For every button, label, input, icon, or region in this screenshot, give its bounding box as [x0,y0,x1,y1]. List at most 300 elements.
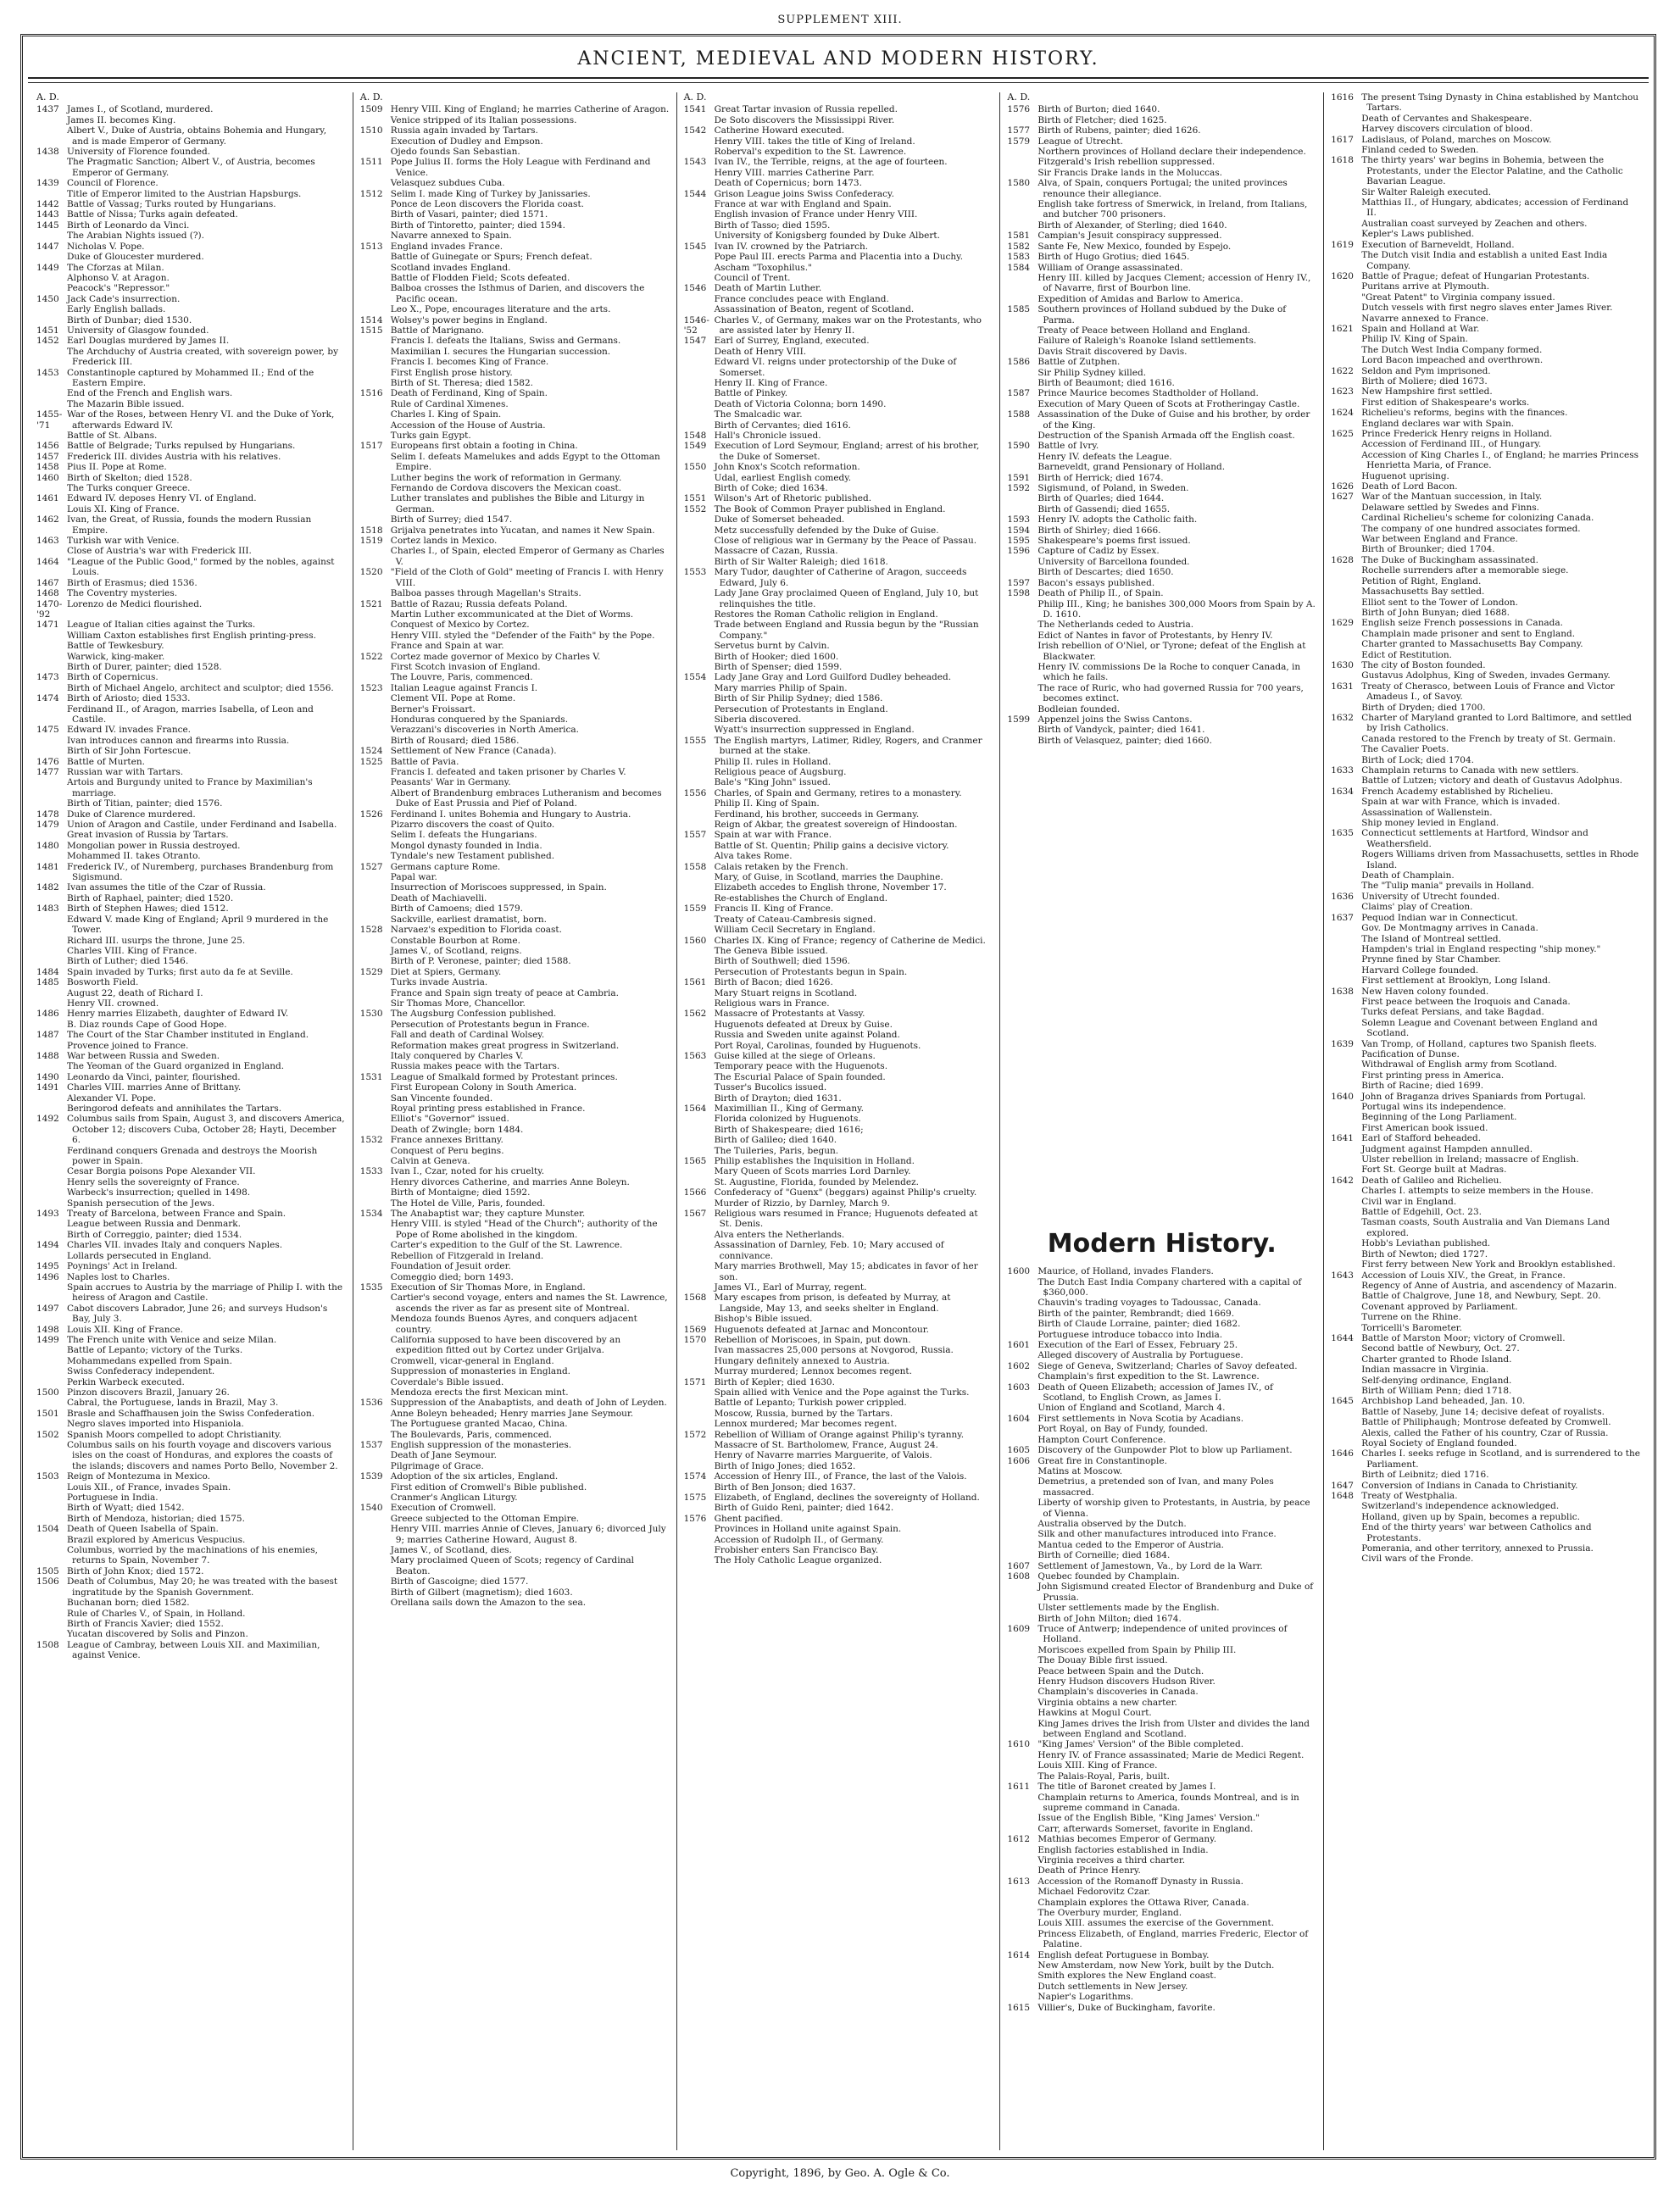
entry-text: Port Royal, on Bay of Fundy, founded. [1037,1424,1209,1435]
history-entry [1331,471,1640,481]
entry-year [36,504,67,514]
entry-year [36,1493,67,1503]
history-entry [360,1514,670,1524]
entry-text: Ship money levied in England. [1361,818,1499,829]
entry-year [1007,452,1037,462]
history-entry [1007,725,1316,735]
history-entry [36,431,346,441]
entry-text: Charles VIII. marries Anne of Brittany. [67,1082,242,1093]
entry-year [1331,629,1361,639]
entry-text: Wyatt's insurrection suppressed in England. [714,725,915,736]
entry-year: 1576 [1007,104,1031,115]
entry-year [360,767,391,777]
history-entry [684,283,993,293]
entry-year [684,1020,715,1030]
entry-text: Bale's "King John" issued. [714,777,832,788]
entry-year [684,263,715,273]
history-entry [1331,1365,1640,1375]
entry-year: 1597 [1007,577,1031,588]
history-entry [36,104,346,114]
entry-text: The Holy Catholic League organized. [714,1555,882,1566]
history-entry [684,1072,993,1082]
history-entry [684,1325,993,1335]
entry-year [360,1187,391,1198]
history-entry [360,283,670,304]
entry-text: University of Barcellona founded. [1037,556,1190,567]
history-entry [684,967,993,977]
entry-year: 1510 [359,125,383,136]
entry-year [360,736,391,746]
entry-year: 1582 [1007,241,1031,252]
history-entry [360,189,670,199]
entry-text: Richard III. usurps the throne, June 25. [67,935,246,946]
history-entry [1331,145,1640,155]
entry-text: Death of Machiavelli. [390,892,487,903]
history-entry [684,704,993,714]
history-entry [1331,1018,1640,1039]
history-entry [1331,555,1640,565]
entry-year [36,347,67,368]
history-entry [1331,419,1640,429]
entry-year [360,1293,391,1314]
history-entry [1007,1424,1316,1434]
entry-year [1331,944,1361,954]
history-entry [360,1366,670,1376]
history-entry [684,882,993,892]
entry-text: Treaty of Cateau-Cambresis signed. [714,914,876,925]
entry-year [684,294,715,304]
history-entry [360,567,670,588]
history-entry [1331,1281,1640,1291]
history-entry [1331,1092,1640,1102]
entry-text: Solemn League and Covenant between England and Scotland. [1361,1017,1598,1039]
entry-year [684,357,715,378]
entry-text: Restores the Roman Catholic religion in England. [714,609,938,620]
history-entry [684,893,993,903]
entry-year: 1640 [1331,1091,1354,1102]
history-entry [684,809,993,820]
history-entry [1331,608,1640,618]
entry-year [360,693,391,703]
entry-year: 1566 [683,1187,707,1198]
entry-year [684,1072,715,1082]
entry-year [1007,1603,1037,1613]
entry-text: Death of Zwingle; born 1484. [390,1124,524,1135]
entry-year [360,872,391,882]
entry-year [684,1061,715,1071]
entry-text: Pomerania, and other territory, annexed to Prussia. [1361,1543,1594,1554]
entry-year [36,1598,67,1608]
history-entry [360,1461,670,1471]
entry-text: Assassination of the Duke of Guise and his brother, by order of the King. [1037,409,1310,431]
entry-text: Champlain explores the Ottawa River, Canada. [1037,1897,1249,1908]
history-entry [360,967,670,977]
entry-year: 1474 [36,693,59,704]
entry-text: Birth of John Milton; died 1674. [1037,1613,1182,1624]
history-entry [684,1514,993,1524]
entry-year: 1461 [36,493,59,504]
entry-text: James II. becomes King. [67,114,176,125]
entry-year [684,209,715,220]
history-entry [36,1261,346,1271]
entry-year [36,641,67,651]
entry-text: Cranmer's Anglican Liturgy. [390,1493,518,1504]
entry-year [1331,197,1361,219]
entry-year [360,988,391,998]
entry-text: Coverdale's Bible issued. [390,1376,504,1387]
entry-text: Birth of Kepler; died 1630. [714,1376,835,1387]
entry-text: Louis XI. King of France. [67,503,180,514]
entry-year: 1620 [1331,270,1354,281]
history-entry [360,903,670,914]
entry-text: Council of Trent. [714,272,791,283]
history-entry [36,1009,346,1019]
entry-text: The thirty years' war begins in Bohemia, between the Protestants, under the Elector Palatine, and the Catholic Bavarian League. [1361,155,1623,187]
history-entry [360,1493,670,1503]
history-entry [36,1609,346,1619]
history-entry [360,431,670,441]
history-entry [1331,124,1640,134]
entry-text: The Palais-Royal, Paris, built. [1037,1771,1170,1782]
entry-text: Birth of Leibnitz; died 1716. [1361,1470,1489,1481]
history-entry [36,178,346,188]
entry-text: Spanish Moors compelled to adopt Christianity. [67,1429,282,1440]
entry-year [684,409,715,420]
entry-year [360,998,391,1009]
entry-year [1331,292,1361,303]
history-entry [1331,386,1640,397]
entry-year [360,1240,391,1250]
entry-text: Pius II. Pope at Rome. [67,462,167,473]
entry-text: Birth of Gilbert (magnetism); died 1603. [390,1587,573,1598]
history-entry [1007,641,1316,662]
history-entry [36,1335,346,1345]
entry-year: 1599 [1007,714,1031,725]
history-entry [36,452,346,462]
entry-year [360,620,391,630]
entry-year: 1608 [1007,1571,1031,1582]
entry-year: 1506 [36,1576,59,1587]
history-entry [1331,1270,1640,1281]
history-entry [360,1051,670,1061]
history-entry [360,925,670,935]
history-entry [1331,1323,1640,1333]
history-entry [1331,629,1640,639]
entry-year [36,1177,67,1187]
history-entry [36,1251,346,1261]
history-entry [1007,252,1316,262]
entry-year [1007,1350,1037,1360]
history-entry [684,977,993,987]
history-entry [36,189,346,199]
entry-year [1007,1614,1037,1624]
entry-text: Selim I. defeats the Hungarians. [390,830,537,841]
entry-text: Massachusetts Bay settled. [1361,587,1485,598]
entry-text: Henry of Navarre marries Marguerite, of Valois. [714,1450,932,1461]
entry-year: 1531 [359,1071,383,1082]
entry-text: Tasman coasts, South Australia and Van Diemans Land explored. [1361,1217,1610,1238]
entry-year [1331,1165,1361,1175]
entry-text: The Island of Montreal settled. [1361,933,1501,944]
entry-text: Destruction of the Spanish Armada off the English coast. [1037,431,1295,441]
entry-year [360,1114,391,1124]
entry-year: 1476 [36,756,59,767]
entry-text: Accession of King Charles I., of England; he marries Princess Henrietta Maria, of France. [1361,449,1639,471]
entry-text: Edward IV. deposes Henry VI. of England. [67,493,257,504]
history-entry [360,1177,670,1187]
entry-text: The Smalcadic war. [714,409,803,420]
history-entry [1007,1719,1316,1740]
history-entry [360,977,670,987]
entry-text: Battle of Nissa; Turks again defeated. [67,209,238,220]
entry-year: 1478 [36,809,59,820]
entry-year: 1445 [36,220,59,231]
entry-year [36,777,67,798]
history-entry [1007,493,1316,503]
entry-text: Fitzgerald's Irish rebellion suppressed. [1037,157,1215,168]
entry-year: 1511 [359,157,383,168]
entry-text: Charter of Maryland granted to Lord Baltimore, and settled by Irish Catholics. [1361,712,1633,734]
entry-year [36,1093,67,1104]
entry-text: Mongol dynasty founded in India. [390,840,542,851]
entry-text: Peacock's "Repressor." [67,283,170,294]
entry-year [360,1377,391,1387]
history-entry [1331,765,1640,776]
entry-year [684,662,715,672]
entry-text: First ferry between New York and Brooklyn established. [1361,1259,1616,1270]
entry-year [684,1409,715,1419]
history-entry [1331,923,1640,933]
entry-year [684,304,715,314]
entry-text: San Vincente founded. [390,1092,493,1104]
entry-year [360,1555,391,1576]
history-entry [36,304,346,314]
entry-year: 1495 [36,1261,59,1272]
entry-year [1007,1403,1037,1413]
history-entry [1007,1435,1316,1445]
history-entry [1007,736,1316,746]
entry-text: Yucatan discovered by Solis and Pinzon. [67,1629,248,1640]
entry-year [360,357,391,367]
entry-text: Elliot's "Governor" issued. [390,1114,509,1125]
entry-text: Catherine Howard executed. [714,125,845,136]
history-entry [684,1482,993,1493]
history-entry [1007,399,1316,409]
history-entry [1331,450,1640,471]
history-entry [360,1282,670,1293]
entry-text: League of Cambray, between Louis XII. and Maximilian, against Venice. [67,1639,320,1661]
history-entry [684,504,993,514]
entry-year [1007,1971,1037,1981]
entry-year [1331,355,1361,365]
history-entry [36,1082,346,1092]
entry-year [36,1629,67,1639]
entry-text: Grijalva penetrates into Yucatan, and names it New Spain. [390,525,655,536]
entry-year [36,315,67,325]
history-entry [684,851,993,861]
entry-text: Guise killed at the siege of Orleans. [714,1050,876,1061]
entry-text: Mary proclaimed Queen of Scots; regency of Cardinal Beaton. [390,1555,634,1576]
history-entry [1007,557,1316,567]
entry-year [36,252,67,262]
history-entry [36,283,346,293]
entry-year: 1602 [1007,1360,1031,1371]
history-entry [360,788,670,809]
entry-year: 1535 [359,1281,383,1293]
history-entry [360,325,670,336]
history-entry [360,620,670,630]
entry-year [1331,954,1361,965]
entry-text: Rule of Cardinal Ximenes. [390,398,509,409]
entry-text: Henry IV. of France assassinated; Marie de Medici Regent. [1037,1749,1305,1760]
entry-year [36,1377,67,1387]
entry-year [1007,168,1037,178]
entry-year [360,725,391,735]
entry-year: 1505 [36,1565,59,1576]
entry-text: France and Spain at war. [390,641,504,652]
entry-year [684,252,715,262]
history-entry [1331,534,1640,544]
entry-text: The Mazarin Bible issued. [67,398,185,409]
entry-text: Mary marries Brothwell, May 15; abdicates in favor of her son. [714,1261,978,1282]
entry-year: 1580 [1007,178,1031,189]
entry-year [1331,1376,1361,1386]
history-entry [684,757,993,767]
entry-year [36,1482,67,1493]
entry-year [360,1146,391,1156]
entry-year [1007,1719,1037,1740]
history-entry [1007,1498,1316,1519]
entry-text: English seize French possessions in Canada. [1361,618,1563,629]
entry-year [684,1282,715,1293]
history-entry [684,798,993,809]
history-entry [360,209,670,220]
entry-text: Religious peace of Augsburg. [714,767,847,777]
entry-year [1331,870,1361,881]
entry-year [36,125,67,147]
entry-text: Martin Luther excommunicated at the Diet of Worms. [390,609,634,620]
entry-year: 1642 [1331,1175,1354,1186]
entry-text: Southern provinces of Holland subdued by the Duke of Parma. [1037,304,1287,325]
entry-text: Swiss Confederacy independent. [67,1366,215,1377]
entry-year: 1622 [1331,365,1354,376]
history-entry [1331,1217,1640,1238]
entry-year [684,714,715,725]
entry-text: Orellana sails down the Amazon to the sea. [390,1598,587,1609]
entry-text: Ivan IV., the Terrible, reigns, at the age of fourteen. [714,157,948,168]
history-entry [1331,314,1640,324]
history-entry [1007,620,1316,630]
entry-year [36,1398,67,1408]
entry-text: Adoption of the six articles, England. [390,1471,559,1482]
entry-text: Narvaez's expedition to Florida coast. [390,925,562,936]
history-entry [1007,125,1316,136]
entry-text: Battle of Zutphen. [1037,357,1121,368]
ad-label: A. D. [36,92,59,103]
history-entry [684,242,993,252]
entry-year [360,903,391,914]
entry-year: 1460 [36,472,59,483]
entry-year [684,1125,715,1135]
history-entry [36,1020,346,1030]
history-entry [684,1020,993,1030]
history-entry [684,378,993,388]
entry-year [1331,902,1361,912]
entry-text: Irish rebellion of O'Niel, or Tyrone; defeat of the English at Blackwater. [1037,641,1306,662]
history-entry [360,1030,670,1040]
entry-year: 1512 [359,188,383,199]
entry-text: Bosworth Field. [67,977,139,988]
entry-text: Ivan assumes the title of the Czar of Russia. [67,882,266,893]
history-entry [1331,1291,1640,1301]
entry-year [684,988,715,998]
history-entry [36,988,346,998]
entry-year [36,1061,67,1071]
entry-text: Russian war with Tartars. [67,767,184,777]
entry-text: Henry IV. defeats the League. [1037,451,1172,462]
history-entry [1331,1470,1640,1480]
entry-year [360,452,391,473]
history-entry [684,1209,993,1230]
entry-text: Greece subjected to the Ottoman Empire. [390,1513,580,1524]
history-entry [1331,544,1640,554]
entry-year [360,1020,391,1030]
entry-year [684,620,715,641]
entry-text: Warwick, king-maker. [67,651,165,662]
entry-year: 1530 [359,1009,383,1020]
entry-text: Edict of Nantes in favor of Protestants, by Henry IV. [1037,630,1273,641]
entry-text: England invades France. [390,241,503,252]
entry-text: Charles I. King of Spain. [390,409,502,420]
history-entry [684,168,993,178]
entry-year [36,988,67,998]
entry-year [684,1450,715,1460]
entry-year [1331,145,1361,155]
entry-year [684,1419,715,1429]
entry-year [36,1619,67,1629]
entry-year: 1525 [359,756,383,767]
entry-text: Barneveldt, grand Pensionary of Holland. [1037,462,1226,473]
history-entry [684,1166,993,1176]
entry-year [1331,587,1361,597]
entry-year [360,820,391,830]
entry-year: 1625 [1331,429,1354,439]
entry-year [36,1219,67,1229]
history-entry [1331,292,1640,303]
history-entry [360,368,670,378]
history-entry [1007,347,1316,357]
entry-text: Ivan IV. crowned by the Patriarch. [714,241,869,252]
entry-year [1331,734,1361,744]
entry-year [684,220,715,231]
entry-year: 1496 [36,1271,59,1282]
entry-text: New Hampshire first settled. [1361,386,1493,398]
entry-text: William Caxton establishes first English printing-press. [67,630,316,641]
entry-text: Death of Champlain. [1361,870,1455,881]
entry-year [1007,462,1037,472]
entry-text: Failure of Raleigh's Roanoke Island settlements. [1037,336,1257,347]
history-entry [360,767,670,777]
entry-text: Sir Thomas More, Chancellor. [390,998,526,1009]
entry-text: Petition of Right, England. [1361,575,1482,587]
entry-text: Henry VIII. is styled "Head of the Church"; authority of the Pope of Rome abolished in the kingdom. [390,1219,658,1240]
history-entry [684,125,993,136]
entry-year [684,588,715,609]
entry-year: 1458 [36,462,59,473]
entry-text: Birth of Shakespeare; died 1616; [714,1124,864,1135]
entry-year: 1484 [36,966,59,977]
history-entry [36,1545,346,1566]
